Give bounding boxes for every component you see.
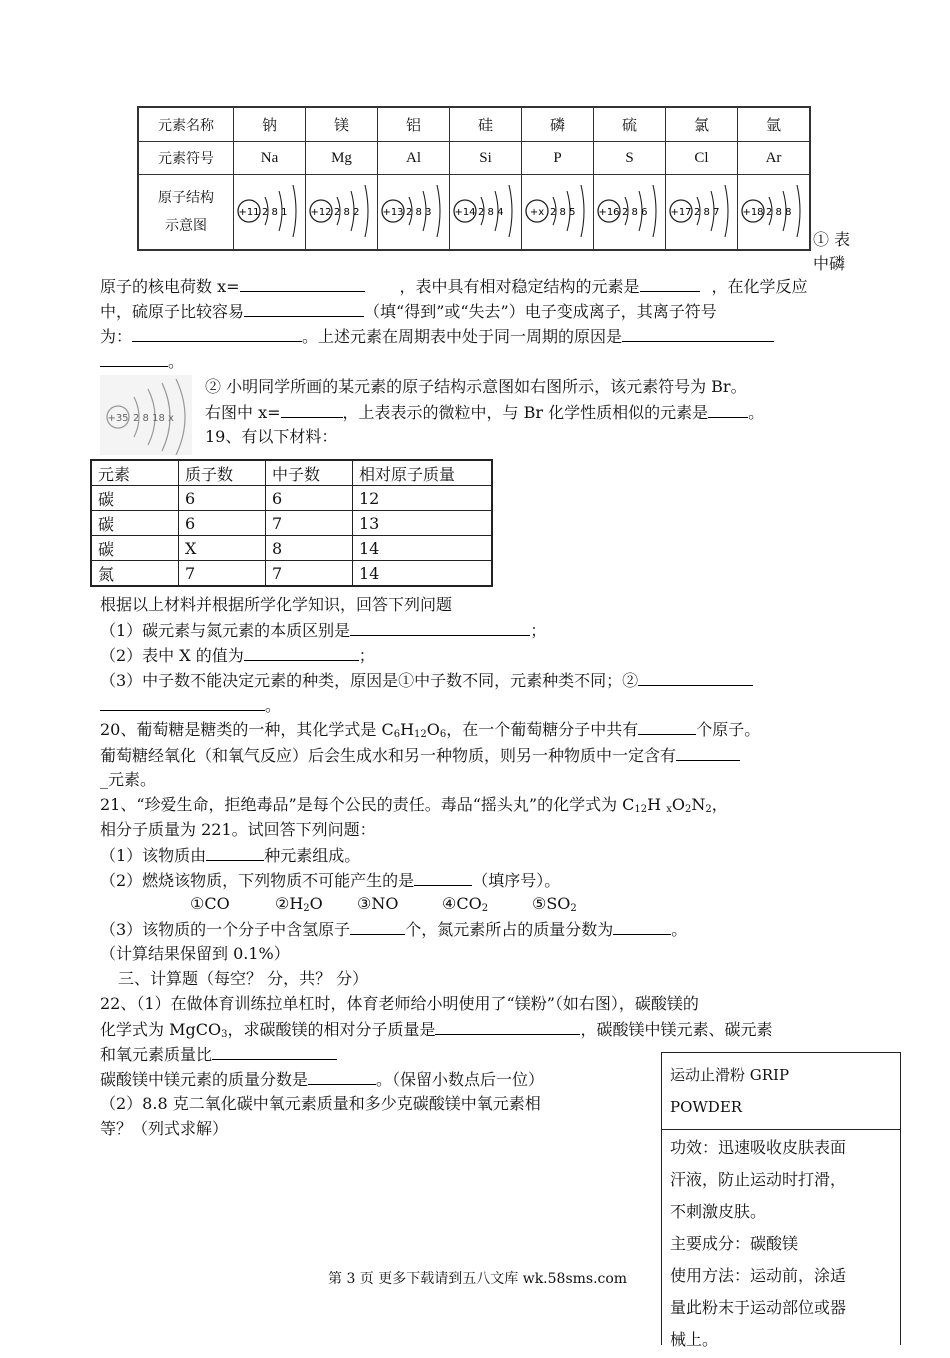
table-cell: 氮: [91, 561, 179, 587]
element-name: 氯: [666, 107, 738, 142]
element-name: 磷: [522, 107, 594, 142]
text: 。: [671, 920, 688, 939]
br-nucleus-label: +35: [107, 413, 129, 424]
table-cell: 13: [353, 511, 493, 536]
subscript: 12: [634, 804, 648, 815]
shell-electron-counts: 2 8 5: [549, 207, 575, 218]
shell-electron-counts: 2 8 3: [405, 207, 431, 218]
table-header-row: [91, 460, 492, 486]
electron-shell-arc: [365, 185, 368, 237]
q19-q2: [100, 644, 375, 667]
table-cell: 6: [179, 486, 266, 511]
q21-q2: [100, 869, 560, 892]
q22-line-3: [100, 1043, 337, 1066]
option: $④CO_2$: [442, 894, 489, 914]
grip-line: 使用方法：运动前，涂适: [670, 1266, 847, 1285]
q22-line-4: [100, 1068, 544, 1091]
table-cell: 6: [179, 511, 266, 536]
text: ，求碳酸镁的相对分子质量是: [227, 1020, 436, 1039]
text: 葡萄糖经氧化（和氧气反应）后会生成水和另一种物质，则另一种物质中一定含有: [100, 746, 677, 765]
column-header: 元素: [91, 460, 179, 486]
atom-diagram-svg: [739, 175, 809, 245]
atom-diagram-svg: [235, 175, 305, 245]
subscript: 12: [414, 729, 427, 740]
text: ，上表表示的微粒中，与 Br 化学性质相似的元素是: [342, 403, 709, 422]
text: 。（保留小数点后一位）: [376, 1070, 545, 1089]
text: （1）碳元素与氮元素的本质区别是: [100, 621, 351, 640]
answer-blank[interactable]: [244, 644, 359, 661]
option: $②H_2O$: [275, 894, 323, 914]
column-header: 中子数: [266, 460, 353, 486]
text: ，表中具有相对稳定结构的元素是: [399, 277, 640, 296]
text: （1）该物质由: [100, 846, 207, 865]
q19-intro: 根据以上材料并根据所学化学知识，回答下列问题: [100, 595, 453, 614]
q21-line-1: [100, 794, 728, 816]
grip-line: 量此粉末于运动部位或器: [670, 1298, 847, 1317]
element-name: 镁: [306, 107, 378, 142]
section3-title: 三、计算题（每空？ 分，共？ 分）: [118, 969, 369, 988]
q18-line-3: [100, 325, 774, 348]
text: （填“得到”或“失去”）电子变成离子，其离子符号: [364, 302, 717, 321]
shell-electron-counts: 2 8 2: [333, 207, 359, 218]
page-footer: 第 3 页 更多下载请到五八文库 wk.58sms.com: [328, 1271, 628, 1287]
nucleus-label: +13: [381, 207, 404, 218]
answer-blank[interactable]: [212, 1043, 337, 1060]
text: （3）中子数不能决定元素的种类，原因是①中子数不同，元素种类不同；②: [100, 671, 639, 690]
grip-header-line: 运动止滑粉 GRIP: [670, 1066, 790, 1084]
answer-blank[interactable]: [640, 275, 700, 292]
nucleus-label: +14: [453, 207, 476, 218]
text: ，在化学反应: [711, 277, 808, 296]
answer-blank[interactable]: [240, 275, 365, 292]
atom-diagram-svg: [595, 175, 665, 245]
table-cell: 碳: [91, 486, 179, 511]
q21-q1: [100, 844, 360, 867]
column-header: 质子数: [179, 460, 266, 486]
text: 21、“珍爱生命，拒绝毒品”是每个公民的责任。毒品“摇头丸”的化学式为 C: [100, 795, 635, 814]
atom-diagram-svg: [451, 175, 521, 245]
element-name: 硫: [594, 107, 666, 142]
text: O: [426, 720, 440, 739]
text: 。: [168, 352, 185, 371]
table-cell: 12: [353, 486, 493, 511]
text: N: [691, 795, 706, 814]
q21-q3-note: （计算结果保留到 0.1%）: [100, 944, 290, 963]
q20-line-2: [100, 744, 740, 767]
answer-blank[interactable]: [350, 918, 405, 935]
grip-body: [662, 1130, 900, 1358]
answer-blank[interactable]: [244, 300, 364, 317]
text: 右图中 x=: [205, 403, 281, 422]
isotope-table: [90, 459, 493, 587]
electron-shell-arc: [509, 185, 512, 237]
atom-diagram-svg: [523, 175, 593, 245]
answer-blank[interactable]: [708, 401, 748, 418]
table-cell: 8: [266, 536, 353, 561]
electron-shell-arc: [725, 185, 728, 237]
element-symbol: Na: [234, 142, 306, 175]
table-row: [91, 486, 492, 511]
text: 20、葡萄糖是糖类的一种，其化学式是 C: [100, 720, 394, 739]
subscript: 2: [684, 804, 692, 815]
option: $⑤SO_2$: [532, 894, 577, 914]
answer-blank[interactable]: [638, 669, 753, 686]
atom-diagram: [378, 175, 450, 251]
table-cell: 7: [266, 511, 353, 536]
table-cell: X: [179, 536, 266, 561]
text: （填序号）。: [472, 871, 561, 890]
text: ，: [711, 795, 728, 814]
grip-line: 械上。: [670, 1330, 719, 1349]
text: 个，氮元素所占的质量分数为: [405, 920, 614, 939]
br-atom-diagram: [100, 375, 192, 455]
text: ；: [530, 621, 547, 640]
nucleus-label: +16: [597, 207, 620, 218]
atom-diagram: [306, 175, 378, 251]
text: （2）表中 X 的值为: [100, 646, 244, 665]
grip-line: 主要成分：碳酸镁: [670, 1234, 799, 1253]
text: 种元素组成。: [264, 846, 361, 865]
q20-line-1: [100, 718, 760, 741]
text: ；: [358, 646, 375, 665]
answer-blank[interactable]: [100, 694, 265, 711]
element-symbol: P: [522, 142, 594, 175]
q19-title: 19、有以下材料：: [205, 427, 338, 446]
row-header-name: 元素名称: [138, 107, 234, 142]
grip-header-line: POWDER: [670, 1098, 743, 1116]
table-cell: 7: [266, 561, 353, 587]
subscript: 6: [393, 729, 401, 740]
q21-line-2: 相分子质量为 221。试回答下列问题：: [100, 820, 376, 839]
shell-electron-counts: 2 8 8: [765, 207, 791, 218]
q22-line-6: 等？（列式求解）: [100, 1119, 229, 1138]
text: 化学式为 MgCO: [100, 1020, 222, 1039]
side-line: 中磷: [813, 254, 846, 273]
side-line: ① 表: [813, 230, 851, 249]
table-row: [91, 536, 492, 561]
element-symbol: Ar: [738, 142, 811, 175]
atom-diagram: [594, 175, 666, 251]
shell-electron-counts: 2 8 1: [261, 207, 287, 218]
text: H: [647, 795, 667, 814]
nucleus-label: +11: [237, 207, 260, 218]
element-symbol: Cl: [666, 142, 738, 175]
grip-line: 不刺激皮肤。: [670, 1202, 767, 1221]
atom-diagram: [738, 175, 811, 251]
text: ② 小明同学所画的某元素的原子结构示意图如右图所示，该元素符号为 Br。: [205, 377, 747, 396]
text: 中，硫原子比较容易: [100, 302, 245, 321]
element-name: 硅: [450, 107, 522, 142]
table-cell: 7: [179, 561, 266, 587]
answer-blank[interactable]: [281, 401, 343, 418]
electron-shell-arc: [581, 185, 584, 237]
q22-line-1: 22、（1）在做体育训练拉单杠时，体育老师给小明使用了“镁粉”（如右图），碳酸镁的: [100, 994, 699, 1013]
text: （2）燃烧该物质，下列物质不可能产生的是: [100, 871, 415, 890]
table-cell: 14: [353, 561, 493, 587]
nucleus-label: +17: [669, 207, 692, 218]
table-cell: 碳: [91, 536, 179, 561]
atom-diagram: [234, 175, 306, 251]
br-shell-label: 2 8 18 x: [133, 413, 174, 424]
q18-line-1: [100, 275, 808, 298]
text: O: [671, 795, 685, 814]
text: ，碳酸镁中镁元素、碳元素: [580, 1020, 773, 1039]
text: （3）该物质的一个分子中含氢原子: [100, 920, 351, 939]
subscript: 3: [221, 1029, 228, 1040]
shell-electron-counts: 2 8 7: [693, 207, 719, 218]
table-cell: 碳: [91, 511, 179, 536]
q18-side-text: [813, 228, 850, 276]
q22-line-5: （2）8.8 克二氧化碳中氧元素质量和多少克碳酸镁中氧元素相: [100, 1094, 541, 1113]
text: ，在一个葡萄糖分子中共有: [446, 720, 639, 739]
option: ③NO: [357, 894, 399, 913]
answer-blank[interactable]: [308, 1068, 376, 1085]
column-header: 相对原子质量: [353, 460, 493, 486]
answer-blank[interactable]: [414, 869, 472, 886]
element-name: 钠: [234, 107, 306, 142]
atom-diagram-svg: [379, 175, 449, 245]
electron-shell-arc: [797, 185, 800, 237]
answer-blank[interactable]: [435, 1018, 580, 1035]
text: 碳酸镁中镁元素的质量分数是: [100, 1070, 309, 1089]
q18-p2-line-2: [205, 401, 764, 424]
answer-blank[interactable]: [132, 325, 302, 342]
row-header-symbol: 元素符号: [138, 142, 234, 175]
text: 。: [748, 403, 765, 422]
q18-p2-line-1: [205, 376, 747, 398]
answer-blank[interactable]: [676, 744, 740, 761]
answer-blank[interactable]: [350, 619, 530, 636]
q21-q3: [100, 918, 687, 941]
row-header-diagram-line: 示意图: [165, 218, 207, 234]
q19-q3: [100, 669, 753, 692]
subscript: 2: [705, 804, 712, 815]
q19-q1: [100, 619, 546, 642]
nucleus-label: +x: [529, 207, 544, 218]
table-cell: 6: [266, 486, 353, 511]
q20-line-3: _元素。: [100, 770, 157, 789]
element-symbol: Mg: [306, 142, 378, 175]
answer-blank[interactable]: [622, 325, 774, 342]
grip-powder-label-box: [661, 1052, 901, 1349]
text: 和氧元素质量比: [100, 1045, 213, 1064]
atom-diagram-svg: [307, 175, 377, 245]
electron-shell-arc: [653, 185, 656, 237]
atom-diagram: [522, 175, 594, 251]
answer-blank[interactable]: [638, 718, 696, 735]
q21-options: [190, 893, 612, 915]
atom-diagram: [450, 175, 522, 251]
grip-line: 功效：迅速吸收皮肤表面: [670, 1138, 847, 1157]
element-name: 铝: [378, 107, 450, 142]
answer-blank[interactable]: [100, 350, 168, 367]
atom-diagram: [666, 175, 738, 251]
element-symbol: S: [594, 142, 666, 175]
shell-electron-counts: 2 8 4: [477, 207, 503, 218]
text: 。上述元素在周期表中处于同一周期的原因是: [302, 327, 623, 346]
atom-diagram-svg: [667, 175, 737, 245]
nucleus-label: +12: [309, 207, 332, 218]
grip-line: 汗液，防止运动时打滑，: [670, 1170, 847, 1189]
option: ①CO: [190, 894, 230, 913]
subscript: x: [666, 804, 672, 815]
element-name: 氩: [738, 107, 811, 142]
text: 为：: [100, 327, 133, 346]
q22-line-2: [100, 1018, 772, 1041]
subscript: 6: [439, 729, 447, 740]
table-cell: 14: [353, 536, 493, 561]
text: 个原子。: [696, 720, 761, 739]
element-table: [137, 106, 811, 251]
nucleus-label: +18: [741, 207, 764, 218]
electron-shell-arc: [293, 185, 296, 237]
answer-blank[interactable]: [613, 918, 671, 935]
text: 。: [265, 696, 282, 715]
text: 原子的核电荷数 x=: [100, 277, 240, 296]
electron-shell-arc: [437, 185, 440, 237]
q19-q3-cont: [100, 694, 281, 717]
element-symbol: Al: [378, 142, 450, 175]
grip-header: [662, 1053, 900, 1130]
row-header-diagram-line: 原子结构: [158, 190, 214, 206]
q18-line-4: [100, 350, 184, 373]
text: H: [400, 720, 415, 739]
table-row: [91, 561, 492, 587]
table-row: [91, 511, 492, 536]
element-symbol: Si: [450, 142, 522, 175]
q18-line-2: [100, 300, 717, 323]
shell-electron-counts: 2 8 6: [621, 207, 647, 218]
row-header-diagram: [138, 175, 234, 251]
answer-blank[interactable]: [206, 844, 264, 861]
